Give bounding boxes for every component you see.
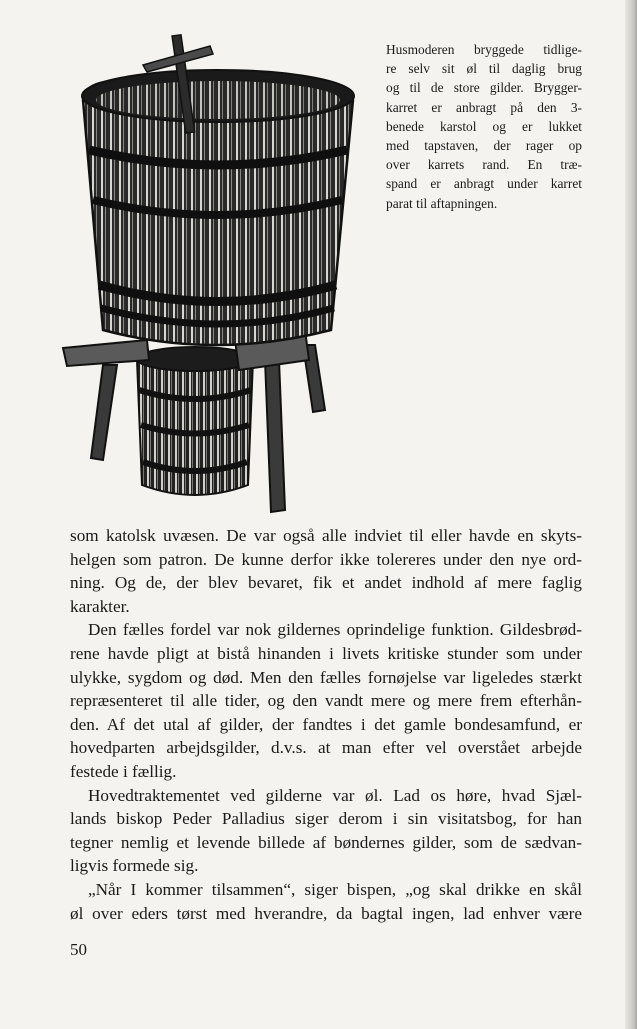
brewing-vat-illustration — [55, 30, 365, 520]
caption-line: re selv sit øl til daglig brug — [386, 61, 582, 77]
text-line: som katolsk uvæsen. De var også alle indviet til eller havde en skyts- — [70, 526, 582, 545]
text-line: rene havde pligt at bistå hinanden i livets kritiske stunder som under — [70, 643, 582, 663]
vat — [82, 35, 354, 345]
caption-line: med tapstaven, der rager op — [386, 138, 582, 154]
paragraph — [70, 784, 582, 878]
page-edge — [625, 0, 637, 1029]
text-line: „Når I kommer tilsammen“, siger bispen, „og skal drikke en skål — [88, 879, 582, 899]
caption-line: karret er anbragt på den 3- — [386, 99, 582, 115]
paragraph — [70, 618, 582, 783]
page-number: 50 — [70, 940, 87, 959]
text-line: ning. Og de, der blev bevaret, fik et andet indhold af mere faglig — [70, 573, 582, 593]
caption-line: over karrets rand. En træ- — [386, 157, 582, 173]
caption-line: og til de store gilder. Brygger- — [386, 80, 582, 96]
text-line: ligvis formede sig. — [70, 856, 199, 876]
caption-line: parat til aftapningen. — [386, 195, 498, 211]
text-line: ulykke, sygdom og død. Men den fælles fornøjelse var ligeledes stærkt — [70, 667, 582, 687]
text-line: festede i fællig. — [70, 761, 177, 781]
paragraph — [70, 524, 582, 618]
caption-line: benede karstol og er lukket — [386, 118, 582, 134]
illustration-caption — [386, 40, 582, 213]
text-line: den. Af det utal af gilder, der fandtes i det gamle bondesamfund, er — [70, 714, 582, 734]
text-line: Hovedtraktementet ved gilderne var øl. Lad os høre, hvad Sjæl- — [88, 785, 582, 805]
caption-line: spand er anbragt under karret — [386, 176, 582, 192]
text-line: karakter. — [70, 596, 130, 616]
bucket — [137, 347, 254, 495]
text-line: helgen som patron. De kunne derfor ikke tolereres under den nye ord- — [70, 549, 582, 569]
text-line: repræsenteret til alle tider, og den vandt mere og mere frem efterhån- — [70, 691, 582, 711]
text-line: tegner nemlig et levende billede af bøndernes gilder, som de sædvan- — [70, 832, 582, 852]
body-text — [70, 524, 582, 925]
text-line: lands biskop Peder Palladius siger derom i sin visitatsbog, for han — [70, 809, 582, 829]
paragraph — [70, 878, 582, 925]
text-line: hovedparten arbejdsgilder, d.v.s. at man efter vel overstået arbejde — [70, 738, 582, 758]
text-line: øl over eders tørst med hverandre, da bagtal ingen, lad enhver være — [70, 903, 582, 923]
caption-line: Husmoderen bryggede tidlige- — [386, 42, 582, 57]
text-line: Den fælles fordel var nok gildernes oprindelige funktion. Gildesbrød- — [88, 620, 582, 640]
